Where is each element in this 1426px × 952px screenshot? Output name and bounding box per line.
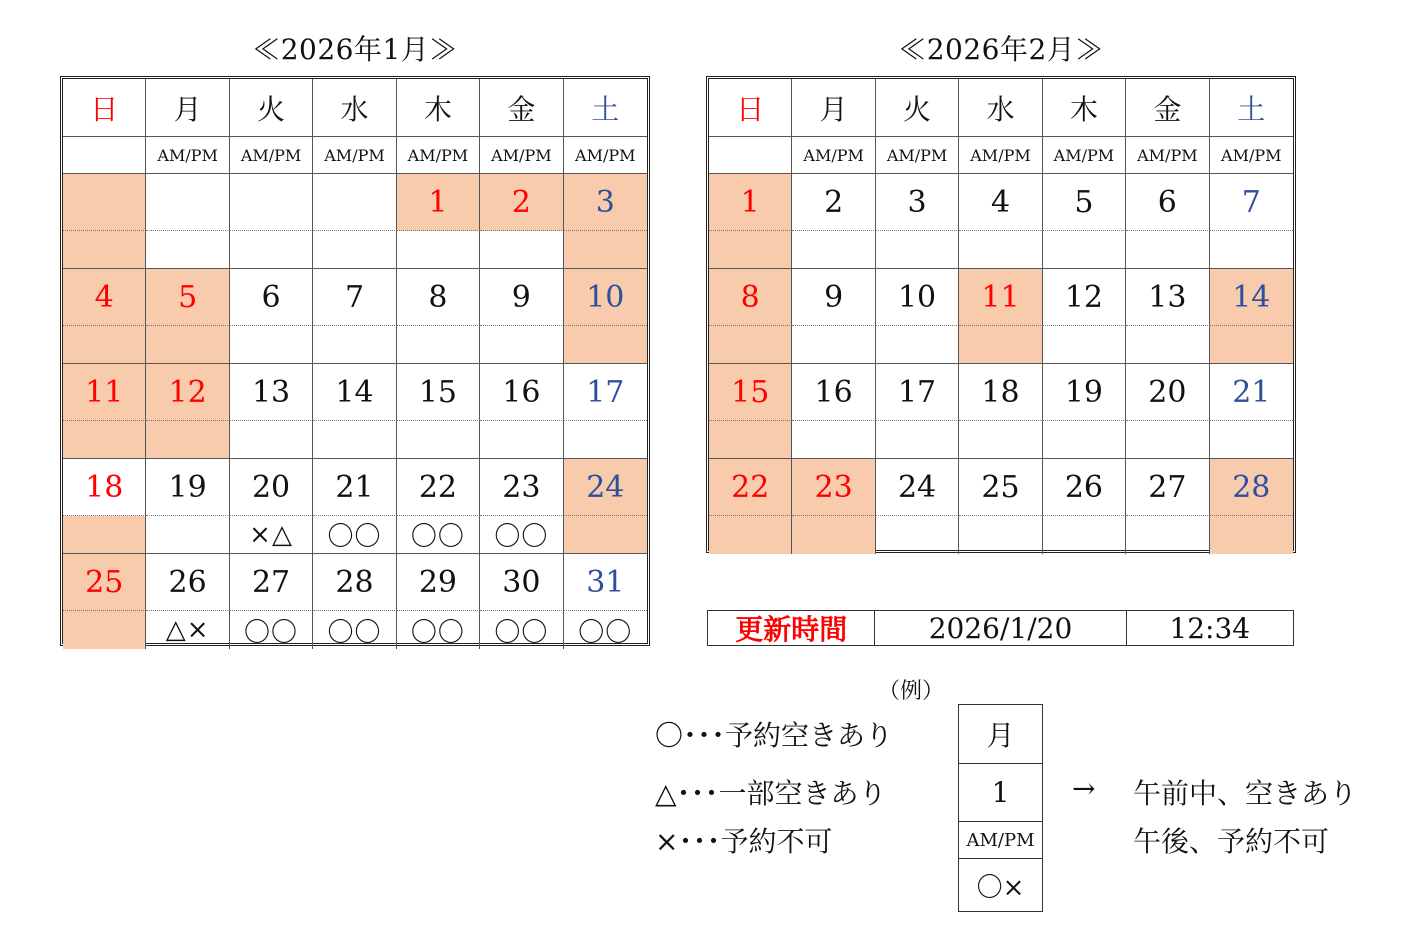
day-cell: 26: [146, 554, 229, 611]
legend-explanation-afternoon: 午後、予約不可: [1133, 825, 1330, 858]
status-cell: [146, 516, 229, 554]
weekday-header: 水: [313, 79, 396, 137]
ampm-label: AM/PM: [1210, 137, 1293, 174]
status-cell: [313, 231, 396, 269]
day-cell: 3: [876, 174, 959, 231]
status-cell: [146, 231, 229, 269]
status-cell: [959, 326, 1042, 364]
status-cell: [564, 231, 647, 269]
day-cell: 15: [397, 364, 480, 421]
day-cell: 24: [564, 459, 647, 516]
day-cell: 4: [959, 174, 1042, 231]
status-cell: [230, 326, 313, 364]
weekday-header: 日: [63, 79, 146, 137]
status-cell: [397, 421, 480, 459]
day-cell: 3: [564, 174, 647, 231]
weekday-header: 火: [230, 79, 313, 137]
status-cell: [959, 516, 1042, 554]
status-cell: [709, 231, 792, 269]
day-cell: 21: [1210, 364, 1293, 421]
ampm-label: AM/PM: [146, 137, 229, 174]
day-cell: 19: [146, 459, 229, 516]
example-ampm: AM/PM: [959, 822, 1042, 859]
legend-example-box: [958, 704, 1043, 912]
weekday-header: 火: [876, 79, 959, 137]
calendar-february: [706, 76, 1296, 553]
status-cell: [1043, 421, 1126, 459]
day-cell: 10: [564, 269, 647, 326]
day-cell: 22: [709, 459, 792, 516]
status-cell: [63, 326, 146, 364]
weekday-header: 金: [1126, 79, 1209, 137]
weekday-header: 木: [397, 79, 480, 137]
example-day: 1: [959, 764, 1042, 822]
day-cell: 1: [397, 174, 480, 231]
day-cell: 7: [313, 269, 396, 326]
day-cell: 19: [1043, 364, 1126, 421]
status-cell: [1043, 231, 1126, 269]
ampm-label: AM/PM: [959, 137, 1042, 174]
status-cell: ×△: [230, 516, 313, 554]
day-cell: 18: [959, 364, 1042, 421]
weekday-header: 木: [1043, 79, 1126, 137]
day-cell: 8: [709, 269, 792, 326]
day-cell: 29: [397, 554, 480, 611]
day-cell: [313, 174, 396, 231]
legend-item-partial: △･･･一部空きあり: [655, 777, 887, 810]
legend-example-caption: （例）: [878, 679, 945, 704]
calendar-january-title: ≪2026年1月≫: [252, 33, 458, 66]
ampm-label: AM/PM: [313, 137, 396, 174]
day-cell: 18: [63, 459, 146, 516]
day-cell: [230, 174, 313, 231]
day-cell: 16: [480, 364, 563, 421]
ampm-label: AM/PM: [230, 137, 313, 174]
weekday-header: 土: [564, 79, 647, 137]
status-cell: [709, 516, 792, 554]
status-cell: [146, 421, 229, 459]
ampm-label: AM/PM: [480, 137, 563, 174]
status-cell: [709, 326, 792, 364]
day-cell: 17: [876, 364, 959, 421]
legend-explanation-morning: 午前中、空きあり: [1133, 777, 1358, 810]
status-cell: [1126, 326, 1209, 364]
weekday-header: 月: [792, 79, 875, 137]
status-cell: [876, 326, 959, 364]
status-cell: [792, 421, 875, 459]
day-cell: 27: [1126, 459, 1209, 516]
day-cell: 28: [1210, 459, 1293, 516]
day-cell: 20: [1126, 364, 1209, 421]
status-cell: 〇〇: [313, 611, 396, 649]
ampm-label: [709, 137, 792, 174]
status-cell: 〇〇: [313, 516, 396, 554]
ampm-label: AM/PM: [1043, 137, 1126, 174]
status-cell: [63, 611, 146, 649]
status-cell: [876, 516, 959, 554]
status-cell: [1210, 516, 1293, 554]
day-cell: [146, 174, 229, 231]
status-cell: [564, 421, 647, 459]
status-cell: [1210, 326, 1293, 364]
example-status: 〇×: [976, 872, 1025, 903]
status-cell: [792, 231, 875, 269]
day-cell: 28: [313, 554, 396, 611]
update-time-label: 更新時間: [708, 611, 875, 645]
weekday-header: 金: [480, 79, 563, 137]
legend-arrow: →: [1072, 772, 1096, 805]
status-cell: [792, 326, 875, 364]
day-cell: 6: [230, 269, 313, 326]
status-cell: 〇〇: [397, 611, 480, 649]
day-cell: 4: [63, 269, 146, 326]
status-cell: [564, 516, 647, 554]
weekday-header: 土: [1210, 79, 1293, 137]
status-cell: [792, 516, 875, 554]
status-cell: [1126, 421, 1209, 459]
day-cell: 22: [397, 459, 480, 516]
status-cell: 〇〇: [397, 516, 480, 554]
status-cell: [1043, 516, 1126, 554]
status-cell: [480, 326, 563, 364]
day-cell: 25: [63, 554, 146, 611]
day-cell: 30: [480, 554, 563, 611]
day-cell: 14: [1210, 269, 1293, 326]
day-cell: 27: [230, 554, 313, 611]
ampm-label: AM/PM: [1126, 137, 1209, 174]
legend-item-available: 〇･･･予約空きあり: [655, 719, 894, 752]
day-cell: 6: [1126, 174, 1209, 231]
day-cell: 2: [480, 174, 563, 231]
status-cell: [63, 231, 146, 269]
ampm-label: AM/PM: [792, 137, 875, 174]
day-cell: 13: [230, 364, 313, 421]
day-cell: [63, 174, 146, 231]
legend-item-unavailable: ×･･･予約不可: [655, 825, 833, 858]
status-cell: [313, 326, 396, 364]
status-cell: [63, 516, 146, 554]
status-cell: [146, 326, 229, 364]
update-time: 12:34: [1169, 611, 1251, 645]
weekday-header: 水: [959, 79, 1042, 137]
status-cell: 〇〇: [480, 516, 563, 554]
day-cell: 15: [709, 364, 792, 421]
ampm-label: AM/PM: [564, 137, 647, 174]
day-cell: 23: [480, 459, 563, 516]
day-cell: 25: [959, 459, 1042, 516]
status-cell: [1210, 231, 1293, 269]
weekday-header: 月: [146, 79, 229, 137]
day-cell: 11: [959, 269, 1042, 326]
day-cell: 9: [480, 269, 563, 326]
update-time-table: [707, 610, 1294, 646]
status-cell: 〇〇: [230, 611, 313, 649]
status-cell: [230, 421, 313, 459]
status-cell: [709, 421, 792, 459]
day-cell: 10: [876, 269, 959, 326]
day-cell: 21: [313, 459, 396, 516]
status-cell: [397, 231, 480, 269]
status-cell: [230, 231, 313, 269]
day-cell: 2: [792, 174, 875, 231]
day-cell: 5: [1043, 174, 1126, 231]
status-cell: 〇〇: [480, 611, 563, 649]
status-cell: [313, 421, 396, 459]
status-cell: [397, 326, 480, 364]
status-cell: [480, 421, 563, 459]
status-cell: [564, 326, 647, 364]
status-cell: [1210, 421, 1293, 459]
status-cell: [959, 421, 1042, 459]
status-cell: [1043, 326, 1126, 364]
day-cell: 23: [792, 459, 875, 516]
day-cell: 20: [230, 459, 313, 516]
example-weekday: 月: [959, 705, 1042, 764]
update-date: 2026/1/20: [875, 611, 1126, 645]
day-cell: 12: [1043, 269, 1126, 326]
status-cell: [959, 231, 1042, 269]
day-cell: 26: [1043, 459, 1126, 516]
calendar-february-title: ≪2026年2月≫: [898, 33, 1104, 66]
status-cell: 〇〇: [578, 617, 633, 648]
status-cell: [1126, 231, 1209, 269]
day-cell: 16: [792, 364, 875, 421]
status-cell: [63, 421, 146, 459]
day-cell: 12: [146, 364, 229, 421]
ampm-label: AM/PM: [876, 137, 959, 174]
status-cell: [876, 231, 959, 269]
day-cell: 8: [397, 269, 480, 326]
day-cell: 24: [876, 459, 959, 516]
status-cell: [876, 421, 959, 459]
day-cell: 17: [564, 364, 647, 421]
ampm-label: AM/PM: [397, 137, 480, 174]
ampm-label: [63, 137, 146, 174]
day-cell: 13: [1126, 269, 1209, 326]
status-cell: △×: [146, 611, 229, 649]
day-cell: 1: [709, 174, 792, 231]
status-cell: [1126, 516, 1209, 554]
day-cell: 7: [1210, 174, 1293, 231]
day-cell: 14: [313, 364, 396, 421]
day-cell: 9: [792, 269, 875, 326]
calendar-january: [60, 76, 650, 646]
weekday-header: 日: [709, 79, 792, 137]
day-cell: 11: [63, 364, 146, 421]
status-cell: [480, 231, 563, 269]
day-cell: 5: [146, 269, 229, 326]
day-cell: 31: [564, 554, 647, 611]
